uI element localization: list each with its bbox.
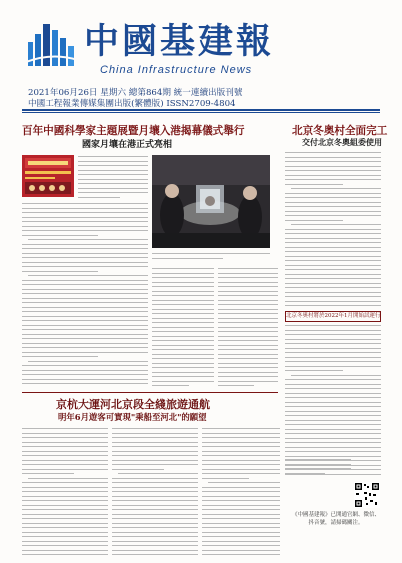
right-subhead: 交付北京冬奧組委使用: [302, 137, 382, 147]
lead-column-text-top: [78, 156, 148, 198]
lead-middle-text-left: [152, 268, 214, 386]
masthead-rule-thin: [22, 112, 380, 113]
lead-column-text: [22, 203, 148, 385]
dateline: 2021年06月26日 星期六 總第864期 統一連續出版刊號: [28, 88, 243, 98]
masthead-english-title: China Infrastructure News: [100, 64, 253, 76]
bottom-column-text-1: [22, 428, 108, 556]
right-column-text-bottom: [285, 459, 351, 481]
exhibition-poster-image: [22, 155, 74, 197]
section-divider: [22, 392, 278, 393]
moon-soil-exhibit-photo: [152, 155, 270, 248]
qr-caption: 《中國基建報》已開通官網、微信、抖音號，請掃碼關注。: [291, 512, 380, 526]
lead-middle-text-right: [218, 268, 278, 386]
bottom-headline: 京杭大運河北京段全綫旅遊通航: [56, 398, 210, 411]
right-column-text: [285, 152, 381, 308]
spacer: [274, 155, 278, 165]
lead-subhead: 國家月壤在港正式亮相: [82, 140, 173, 150]
bottom-column-text-2: [112, 428, 198, 556]
skyline-logo-icon: [26, 22, 78, 66]
qr-code-icon: [354, 482, 380, 508]
right-headline: 北京冬奥村全面完工: [292, 125, 388, 137]
bottom-subhead: 明年6月遊客可實現"乘船至河北"的願望: [58, 412, 207, 422]
masthead-rule: [22, 109, 380, 111]
dateline-publisher: 中國工程報業傳媒集團出版(繁體版) ISSN2709-4804: [28, 99, 236, 109]
photo-caption-lines: [152, 253, 270, 265]
lead-headline: 百年中國科學家主題展暨月壤入港揭幕儀式舉行: [22, 125, 245, 137]
masthead-title: 中國基建報: [84, 21, 275, 62]
callout-box: 北京冬奧村將於2022年1月開始試運行: [285, 311, 381, 322]
bottom-column-text-3: [202, 428, 280, 556]
lead-middle-rule: [152, 151, 270, 153]
right-column-text-lower: [285, 325, 381, 475]
